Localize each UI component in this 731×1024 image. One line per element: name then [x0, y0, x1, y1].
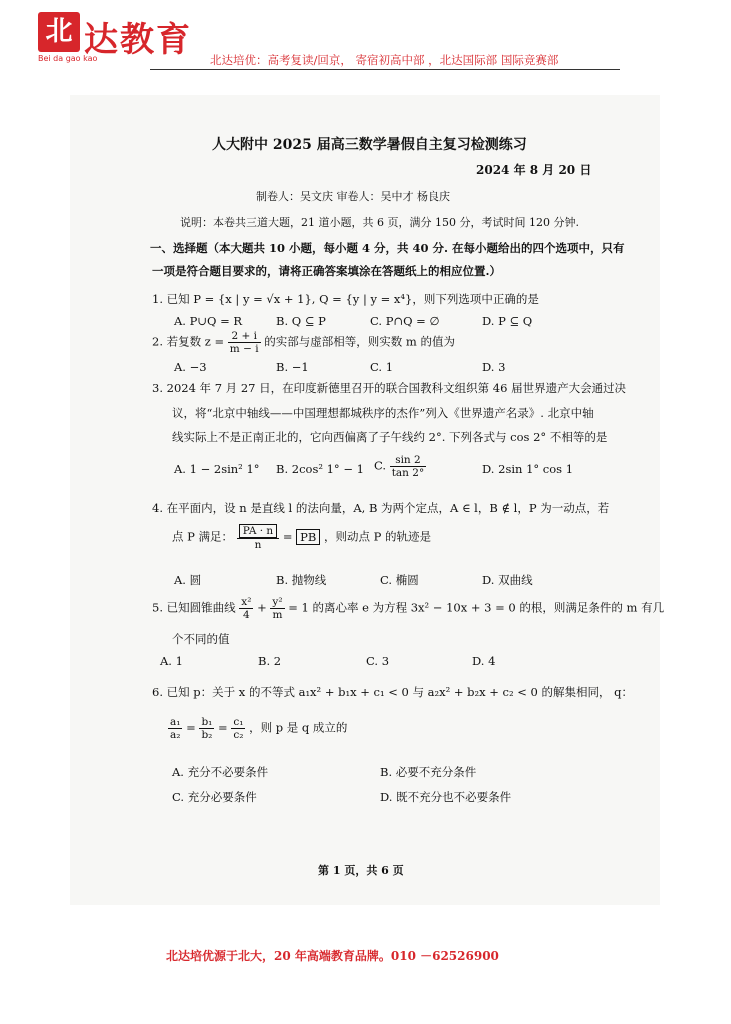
q5-tail: = 1 的离心率 e 为方程 3x² − 10x + 3 = 0 的根，则满足条件的 m 有几: [288, 600, 665, 615]
q5-option-a: A. 1: [160, 654, 183, 668]
q5-line2: 个不同的值: [172, 632, 230, 646]
q6-line1: 6. 已知 p：关于 x 的不等式 a₁x² + b₁x + c₁ < 0 与 a₂x² + b₂x + c₂ < 0 的解集相同， q：: [152, 685, 634, 699]
q4-option-d: D. 双曲线: [482, 573, 533, 587]
q3-option-d: D. 2sin 1° cos 1: [482, 462, 574, 476]
q6-frac-b: [199, 716, 214, 741]
q6-b-den: b₂: [201, 729, 213, 741]
logo-mark: 北: [38, 12, 80, 52]
q4-frac-num: [237, 524, 279, 539]
q5-f2-num: y²: [272, 596, 283, 608]
q4-abs-pb: PB: [296, 529, 320, 545]
q6-c-den: c₂: [233, 729, 244, 741]
q4-frac-den: n: [254, 539, 262, 551]
q4-abs-numerator: PA · n: [239, 524, 277, 538]
q4-option-a: A. 圆: [174, 573, 202, 587]
q6-option-d: D. 既不充分也不必要条件: [380, 790, 512, 804]
q1-option-a: A. P∪Q = R: [174, 314, 243, 328]
q4-option-b: B. 抛物线: [276, 573, 327, 587]
q5-plus: +: [257, 600, 267, 615]
q2-option-c: C. 1: [370, 360, 394, 374]
q5-f2-den: m: [272, 609, 283, 621]
q3-line1: 3. 2024 年 7 月 27 日，在印度新德里召开的联合国教科文组织第 46 届世界遗产大会通过决: [152, 381, 627, 395]
header-divider: [150, 69, 620, 70]
q4-equals: =: [282, 529, 293, 544]
q4-line2: [172, 524, 431, 551]
q4-line1: 4. 在平面内，设 n 是直线 l 的法向量，A, B 为两个定点，A ∈ l，B ∉ l，P 为一动点，若: [152, 501, 610, 515]
q2-fraction: [228, 330, 261, 355]
q1-option-c: C. P∩Q = ∅: [370, 314, 440, 328]
q3-option-b: B. 2cos² 1° − 1: [276, 462, 364, 476]
q4-fraction: [237, 524, 279, 551]
q5-option-b: B. 2: [258, 654, 282, 668]
q3-optc-num: sin 2: [390, 454, 427, 467]
page-number: 第 1 页，共 6 页: [318, 864, 404, 877]
q5-option-c: C. 3: [366, 654, 390, 668]
q5-option-d: D. 4: [472, 654, 496, 668]
paper-makers: 制卷人：吴文庆 审卷人：吴中才 杨良庆: [256, 190, 450, 203]
q2-stem: [152, 330, 455, 355]
q6-option-a: A. 充分不必要条件: [172, 765, 269, 779]
q6-option-b: B. 必要不充分条件: [380, 765, 477, 779]
q6-frac-a: [168, 716, 182, 741]
paper-date: 2024 年 8 月 20 日: [476, 163, 592, 177]
q4-option-c: C. 椭圆: [380, 573, 419, 587]
section-heading: 一、选择题（本大题共 10 小题，每小题 4 分，共 40 分. 在每小题给出的四个选项中，只有: [150, 241, 625, 255]
header-slogan: 北达培优：高考复读/回京， 寄宿初高中部 ，北达国际部 国际竞赛部: [210, 53, 559, 67]
q4-lead: 点 P 满足：: [172, 529, 234, 544]
logo-pinyin: Bei da gao kao: [38, 54, 98, 63]
q5-f1-den: 4: [243, 609, 250, 621]
q2-option-a: A. −3: [174, 360, 207, 374]
q3-option-a: A. 1 − 2sin² 1°: [174, 462, 260, 476]
q5-f1-num: x²: [241, 596, 252, 608]
q2-frac-num: 2 + i: [228, 330, 261, 343]
q2-option-d: D. 3: [482, 360, 506, 374]
q6-b-num: b₁: [201, 716, 213, 728]
q2-option-b: B. −1: [276, 360, 309, 374]
q1-option-d: D. P ⊆ Q: [482, 314, 533, 328]
q3-optc-den: tan 2°: [391, 467, 425, 479]
logo-name: 达教育: [84, 20, 192, 60]
footer-promo: 北达培优源于北大，20 年高端教育品牌。010 －62526900: [166, 949, 499, 963]
q3-option-c-label: C.: [374, 458, 387, 473]
q3-line3: 线实际上不是正南正北的，它向西偏离了子午线约 2°. 下列各式与 cos 2° 不相等的是: [172, 430, 608, 444]
q3-option-c-fraction: [390, 454, 427, 479]
q2-frac-den: m − i: [229, 343, 259, 355]
q5-fraction-x: [239, 596, 253, 621]
q5-lead: 5. 已知圆锥曲线: [152, 600, 236, 615]
q5-fraction-y: [270, 596, 284, 621]
q4-tail: ，则动点 P 的轨迹是: [324, 529, 432, 544]
q2-lead: 2. 若复数 z =: [152, 334, 225, 349]
q1-stem: 1. 已知 P = {x | y = √x + 1}, Q = {y | y = x⁴}，则下列选项中正确的是: [152, 292, 539, 306]
q6-a-den: a₂: [170, 729, 181, 741]
paper-title: 人大附中 2025 届高三数学暑假自主复习检测练习: [212, 137, 527, 153]
q3-option-c: [374, 454, 426, 479]
q1-option-b: B. Q ⊆ P: [276, 314, 326, 328]
q6-option-c: C. 充分必要条件: [172, 790, 257, 804]
q3-line2: 议，将“北京中轴线——中国理想都城秩序的杰作”列入《世界遗产名录》. 北京中轴: [172, 406, 594, 420]
paper-instructions: 说明：本卷共三道大题，21 道小题，共 6 页，满分 150 分，考试时间 120 分钟.: [180, 216, 579, 229]
q6-frac-c: [231, 716, 245, 741]
q6-a-num: a₁: [170, 716, 181, 728]
q6-line2: $\frac{\text{a₁}}{\text{a₂}}$ = $\frac{\text{b₁}}{\text{b₂}}$ = $\frac{\text{c₁}}{\text{c₂}}$ ，则 p 是 q 成立的: [170, 716, 348, 741]
q6-tail: ，则 p 是 q 成立的: [249, 720, 348, 735]
section-heading-cont: 一项是符合题目要求的，请将正确答案填涂在答题纸上的相应位置.）: [152, 264, 501, 278]
q5-line1: [152, 596, 664, 621]
q2-tail: 的实部与虚部相等，则实数 m 的值为: [264, 334, 455, 349]
q6-c-num: c₁: [233, 716, 244, 728]
